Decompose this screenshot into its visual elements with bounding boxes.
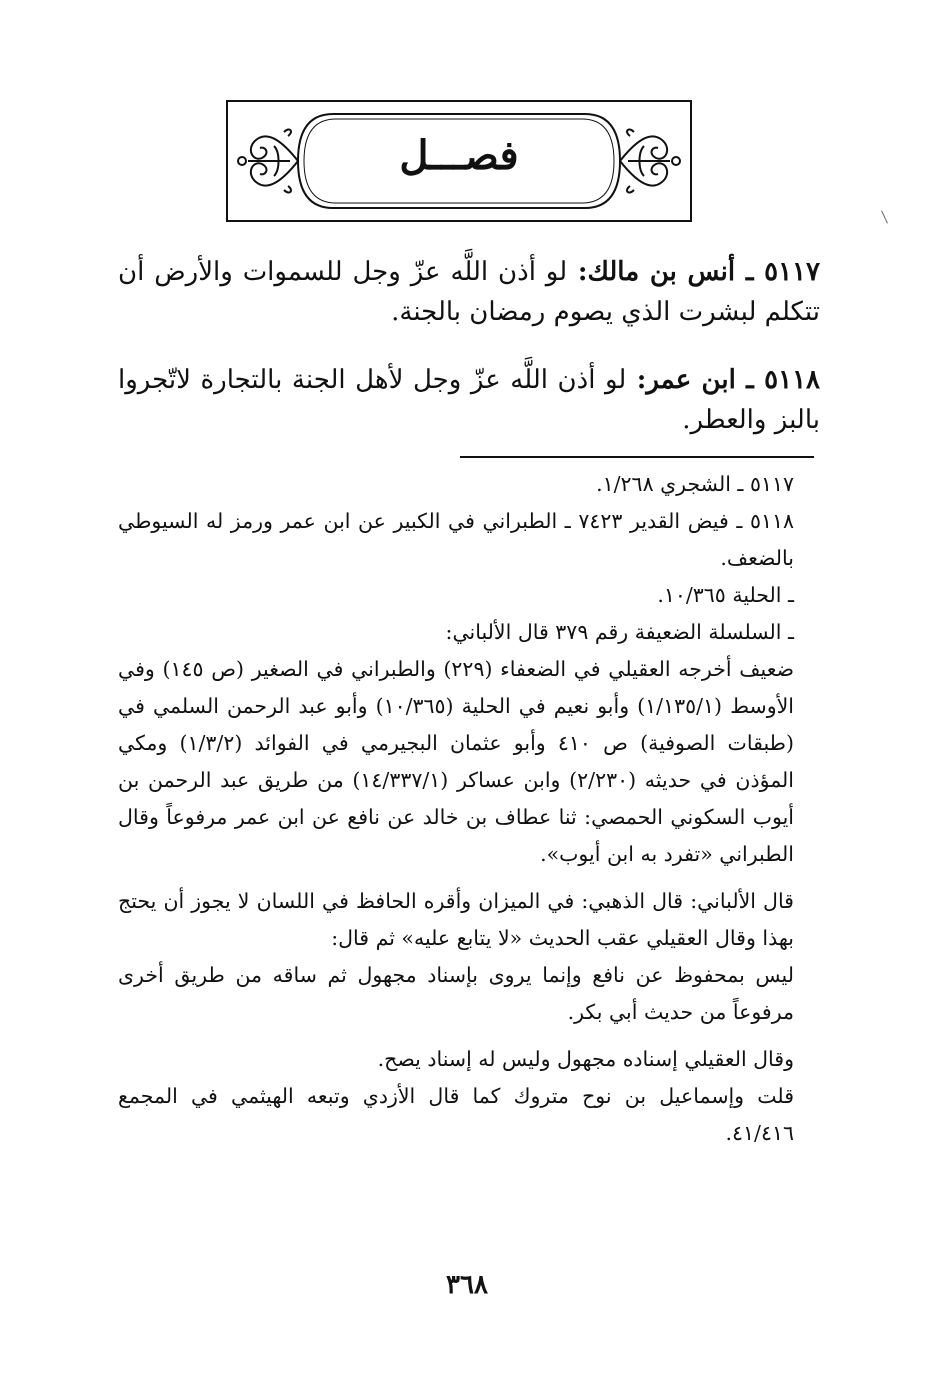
footnote-divider — [460, 456, 814, 458]
footnotes — [118, 466, 820, 1152]
footnote-line: ٥١١٨ ـ فيض القدير ٧٤٢٣ ـ الطبراني في الكبير عن ابن عمر ورمز له السيوطي بالضعف. — [118, 509, 795, 570]
hadith-narrator: ابن عمر: — [636, 365, 736, 395]
scan-mark — [881, 210, 888, 223]
footnote-line: ٥١١٧ ـ الشجري ١/٢٦٨. — [596, 472, 794, 496]
footnote-paragraph: قال الألباني: قال الذهبي: في الميزان وأقره الحافظ في اللسان لا يجوز أن يحتج بهذا وقال العقيلي عقب الحديث «لا يتابع عليه» ثم قال: — [118, 889, 794, 950]
footnote-paragraph: وقال العقيلي إسناده مجهول وليس له إسناد يصح. — [377, 1047, 794, 1071]
page-number: ٣٦٨ — [446, 1270, 488, 1300]
footnote-paragraph: ليس بمحفوظ عن نافع وإنما يروى بإسناد مجهول ثم ساقه من طريق أخرى مرفوعاً من حديث أبي بكر. — [118, 963, 794, 1024]
hadith-text: لو أذن اللَّه عزّ وجل لأهل الجنة بالتجارة لاتّجروا بالبز والعطر. — [118, 365, 820, 435]
footnote-paragraph: قلت وإسماعيل بن نوح متروك كما قال الأزدي وتبعه الهيثمي في المجمع ٤١/٤١٦. — [118, 1084, 794, 1145]
hadith-entry — [118, 252, 820, 332]
hadith-narrator: أنس بن مالك: — [577, 257, 736, 287]
hadith-number: ٥١١٨ ـ — [746, 365, 820, 395]
hadith-entry — [118, 360, 820, 440]
footnote-line: ـ السلسلة الضعيفة رقم ٣٧٩ قال الألباني: — [445, 620, 794, 644]
hadith-text: لو أذن اللَّه عزّ وجل للسموات والأرض أن تتكلم لبشرت الذي يصوم رمضان بالجنة. — [118, 257, 820, 327]
section-header-frame — [226, 100, 692, 222]
section-title: فصـــل — [399, 132, 519, 179]
footnote-paragraph: ضعيف أخرجه العقيلي في الضعفاء (٢٢٩) والطبراني في الصغير (ص ١٤٥) وفي الأوسط (١/١٣٥/١) وأبو نعيم في الحلية (١٠/٣٦٥) وأبو عبد الرحمن السلمي في (طبقات الصوفية) ص ٤١٠ وأبو عثمان البجيرمي في الفوائد (١/٣/٢) ومكي المؤذن في حديثه (٢/٢٣٠) وابن عساكر (١٤/٣٣٧/١) من طريق عبد الرحمن بن أيوب السكوني الحمصي: ثنا عطاف بن خالد عن نافع عن ابن عمر مرفوعاً وقال الطبراني «تفرد به ابن أيوب». — [118, 657, 795, 866]
footnote-line: ـ الحلية ١٠/٣٦٥. — [657, 583, 794, 607]
hadith-number: ٥١١٧ ـ — [745, 257, 820, 287]
